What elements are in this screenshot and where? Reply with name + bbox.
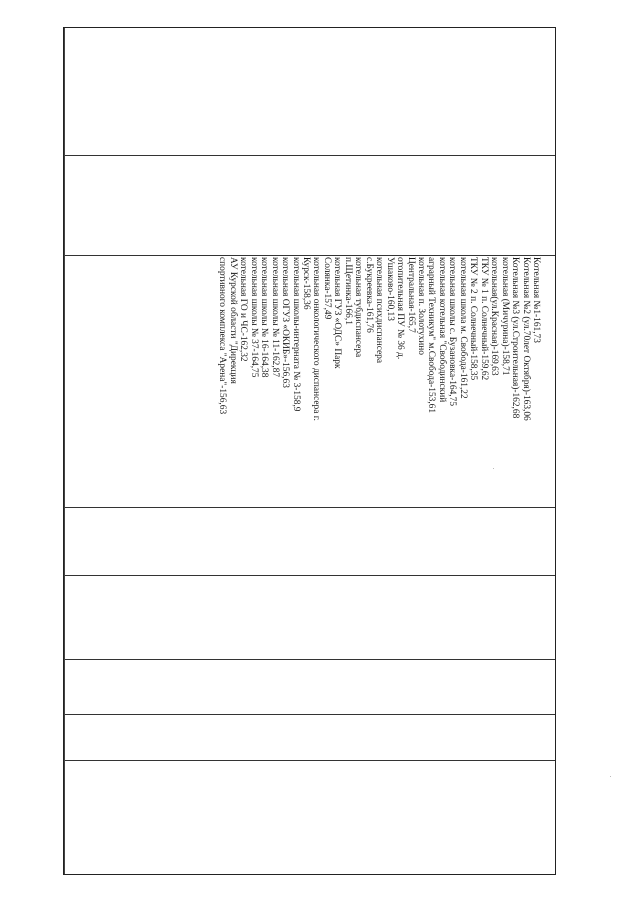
row-divider <box>64 155 555 156</box>
entry: котельная(ул.Красная)-169,63 <box>489 257 500 376</box>
entry: котельная онкологического диспансера г. Курск-158,36 <box>301 257 322 421</box>
entry: котельная школы № 11-162,87 <box>269 257 280 378</box>
entry: Котельная №1-161,73 <box>531 257 541 343</box>
entry: котельная ГУЗ «ОДС» Парк Солянка-157,49 <box>321 257 343 369</box>
entry: Котельная №2 (ул.70лет Октября)-163,06 <box>520 257 531 421</box>
row-divider <box>64 659 555 660</box>
row-divider <box>64 714 555 715</box>
entry: котельная ОГУЗ «ОКИБ»-156,63 <box>280 257 291 388</box>
scan-speck <box>493 468 494 469</box>
column-divider <box>64 28 65 874</box>
entry: котельная школа м. Свобода-161,22 <box>457 257 468 399</box>
entry: котельная котельная "Свободинский аграрный Техникум" м.Свобода-153,61 <box>426 257 447 414</box>
entry: котельная тубдиспансера п.Щетинка-166,1 <box>342 257 364 358</box>
entry: отопительная ПУ № 36 д. Ушаково-160,13 <box>384 257 406 360</box>
scan-speck <box>610 776 611 777</box>
row-divider <box>64 507 555 508</box>
entry: ТКУ № 1 п. Солнечный-159,62 <box>478 257 489 381</box>
entry: АУ Курской области "Дирекция спортивного комплекса "Арена"-156,63 <box>217 257 238 415</box>
row-divider <box>64 575 555 576</box>
row-divider <box>64 760 555 761</box>
entry: котельная школы № 37-164,75 <box>248 257 259 378</box>
entry: Котельная №3 (ул.Строительная)-162,68 <box>510 257 521 419</box>
entry: котельная п. Золотухино Центральная-165,7 <box>405 257 427 355</box>
entry: котельная психдиспансера с.Букреевка-161,76 <box>363 257 385 363</box>
entry: котельная школы с. Бузановка-164,75 <box>447 257 458 407</box>
entry: котельная ГО и ЧС-162,32 <box>238 257 249 362</box>
rotated-cell-text <box>78 254 543 427</box>
document-table <box>63 27 556 875</box>
entry: котельная школы-интерната № 3-158,9 <box>290 257 301 412</box>
entry: котельная (Мичурина)-158,71 <box>499 257 510 376</box>
entry: ТКУ № 2 п. Солнечный-158,35 <box>468 257 479 381</box>
entry: котельная школы № 16-164,38 <box>259 257 270 378</box>
